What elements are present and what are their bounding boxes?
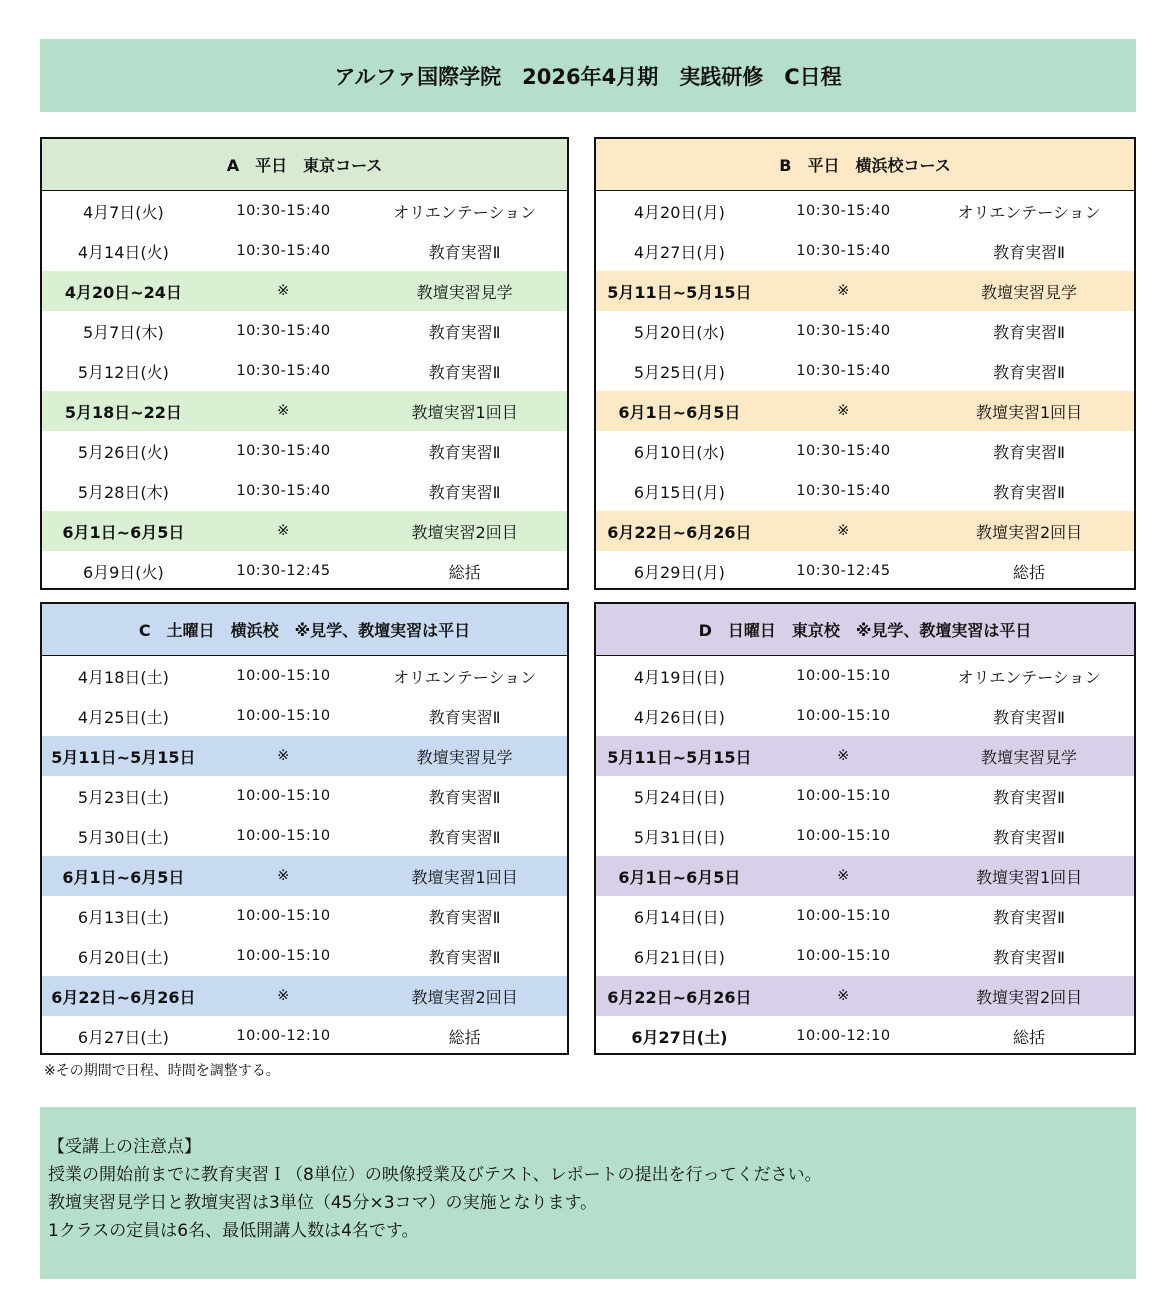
row-date: 6月9日(火) — [82, 562, 164, 582]
schedule-row — [596, 736, 1134, 776]
row-time: 10:00-15:10 — [236, 908, 331, 924]
schedule-row — [596, 431, 1134, 471]
row-date: 4月14日(火) — [77, 242, 169, 262]
schedule-row — [596, 391, 1134, 431]
schedule-row — [42, 776, 567, 816]
row-date: 5月31日(日) — [633, 827, 725, 847]
row-date: 4月26日(日) — [633, 707, 725, 727]
notes-line: 1クラスの定員は6名、最低開講人数は4名です。 — [48, 1221, 419, 1241]
row-content: 教壇実習見学 — [981, 747, 1078, 767]
footnote: ※その期間で日程、時間を調整する。 — [44, 1063, 280, 1079]
row-date: 6月15日(月) — [633, 482, 725, 502]
row-content: オリエンテーション — [393, 202, 537, 222]
row-date: 4月20日(月) — [633, 202, 725, 222]
notes-line: 教壇実習見学日と教壇実習は3単位（45分×3コマ）の実施となります。 — [48, 1193, 598, 1213]
row-content: 教育実習Ⅱ — [993, 787, 1065, 807]
schedule-row — [596, 936, 1134, 976]
row-content: 教育実習Ⅱ — [993, 362, 1065, 382]
schedule-row — [42, 231, 567, 271]
row-content: 教壇実習見学 — [416, 747, 513, 767]
row-date: 5月26日(火) — [77, 442, 169, 462]
row-time: 10:30-15:40 — [796, 483, 891, 499]
row-content: 教育実習Ⅱ — [993, 442, 1065, 462]
row-time: ※ — [837, 868, 850, 884]
row-time: ※ — [277, 868, 290, 884]
notes-line: 授業の開始前までに教育実習Ｉ（8単位）の映像授業及びテスト、レポートの提出を行ってください。 — [48, 1165, 822, 1185]
row-time: ※ — [837, 988, 850, 1004]
row-time: 10:00-15:10 — [796, 708, 891, 724]
row-date: 6月13日(土) — [77, 907, 169, 927]
schedule-row — [596, 191, 1134, 231]
row-date: 5月11日~5月15日 — [607, 747, 752, 767]
row-time: 10:30-15:40 — [236, 323, 331, 339]
row-content: 教育実習Ⅱ — [993, 707, 1065, 727]
row-date: 6月1日~6月5日 — [62, 867, 185, 887]
row-time: 10:30-15:40 — [236, 483, 331, 499]
row-content: 教育実習Ⅱ — [428, 362, 501, 382]
row-date: 5月11日~5月15日 — [607, 282, 752, 302]
row-time: 10:30-15:40 — [236, 243, 331, 259]
row-date: 4月20日~24日 — [64, 282, 182, 302]
row-date: 6月27日(土) — [631, 1027, 728, 1047]
row-date: 5月25日(月) — [633, 362, 725, 382]
row-time: 10:00-15:10 — [236, 788, 331, 804]
schedule-row — [42, 976, 567, 1016]
schedule-row — [596, 351, 1134, 391]
panel-header: B 平日 横浜校コース — [596, 139, 1134, 191]
row-date: 4月27日(月) — [633, 242, 725, 262]
schedule-row — [596, 776, 1134, 816]
row-content: 教育実習Ⅱ — [428, 907, 501, 927]
row-content: 教育実習Ⅱ — [428, 242, 501, 262]
row-time: 10:30-15:40 — [236, 203, 331, 219]
row-time: 10:00-15:10 — [236, 668, 331, 684]
row-time: 10:30-15:40 — [796, 323, 891, 339]
schedule-row — [596, 1016, 1134, 1056]
panel-header: C 土曜日 横浜校 ※見学、教壇実習は平日 — [42, 604, 567, 656]
row-date: 6月14日(日) — [633, 907, 725, 927]
row-content: 教壇実習1回目 — [411, 867, 518, 887]
schedule-row — [596, 656, 1134, 696]
row-content: 教育実習Ⅱ — [993, 322, 1065, 342]
row-time: ※ — [837, 523, 850, 539]
schedule-row — [42, 1016, 567, 1056]
row-time: 10:30-15:40 — [796, 203, 891, 219]
row-time: 10:30-12:45 — [236, 563, 331, 579]
schedule-row — [42, 551, 567, 591]
schedule-row — [42, 431, 567, 471]
schedule-row — [596, 511, 1134, 551]
row-time: ※ — [277, 748, 290, 764]
row-date: 6月22日~6月26日 — [607, 522, 752, 542]
schedule-row — [596, 696, 1134, 736]
row-content: 教壇実習2回目 — [975, 522, 1083, 542]
row-date: 5月18日~22日 — [64, 402, 182, 422]
row-time: 10:30-15:40 — [796, 363, 891, 379]
row-content: 教壇実習1回目 — [975, 402, 1083, 422]
row-time: 10:00-12:10 — [796, 1028, 891, 1044]
row-content: 総括 — [1013, 1027, 1046, 1047]
row-content: 教壇実習2回目 — [411, 987, 518, 1007]
row-date: 4月18日(土) — [77, 667, 169, 687]
row-date: 5月30日(土) — [77, 827, 169, 847]
row-content: 総括 — [1013, 562, 1046, 582]
row-time: 10:00-15:10 — [796, 788, 891, 804]
row-content: 教壇実習見学 — [416, 282, 513, 302]
schedule-row — [596, 816, 1134, 856]
row-date: 5月12日(火) — [77, 362, 169, 382]
schedule-row — [42, 351, 567, 391]
row-date: 6月1日~6月5日 — [618, 867, 741, 887]
row-date: 5月11日~5月15日 — [51, 747, 196, 767]
row-time: ※ — [837, 748, 850, 764]
row-date: 6月1日~6月5日 — [62, 522, 185, 542]
row-time: ※ — [277, 988, 290, 1004]
row-time: 10:30-15:40 — [236, 363, 331, 379]
row-content: 教壇実習1回目 — [411, 402, 518, 422]
schedule-row — [42, 271, 567, 311]
schedule-panel-d — [594, 602, 1136, 1055]
row-time: 10:00-15:10 — [796, 948, 891, 964]
schedule-row — [596, 896, 1134, 936]
schedule-rows — [596, 656, 1134, 1056]
row-date: 4月25日(土) — [77, 707, 169, 727]
row-content: 教育実習Ⅱ — [428, 482, 501, 502]
row-time: 10:00-15:10 — [236, 948, 331, 964]
row-content: オリエンテーション — [957, 202, 1101, 222]
schedule-row — [42, 391, 567, 431]
row-content: 教壇実習2回目 — [411, 522, 518, 542]
row-content: 教壇実習2回目 — [975, 987, 1083, 1007]
schedule-row — [42, 816, 567, 856]
row-content: 教育実習Ⅱ — [428, 442, 501, 462]
schedule-row — [42, 696, 567, 736]
schedule-row — [42, 656, 567, 696]
notes-box — [40, 1107, 1136, 1279]
row-content: 教育実習Ⅱ — [428, 787, 501, 807]
schedule-row — [596, 856, 1134, 896]
row-date: 5月28日(木) — [77, 482, 169, 502]
row-time: ※ — [277, 403, 290, 419]
row-time: ※ — [277, 523, 290, 539]
row-content: 教育実習Ⅱ — [428, 322, 501, 342]
schedule-rows — [42, 656, 567, 1056]
row-date: 6月22日~6月26日 — [607, 987, 752, 1007]
schedule-panel-a — [40, 137, 569, 590]
page-title: アルファ国際学院 2026年4月期 実践研修 C日程 — [40, 39, 1136, 112]
row-date: 5月20日(水) — [633, 322, 725, 342]
schedule-row — [596, 231, 1134, 271]
row-date: 5月7日(木) — [82, 322, 164, 342]
row-content: 教育実習Ⅱ — [993, 827, 1065, 847]
row-content: 教育実習Ⅱ — [428, 707, 501, 727]
row-date: 6月21日(日) — [633, 947, 725, 967]
row-date: 6月27日(土) — [77, 1027, 169, 1047]
row-content: 教育実習Ⅱ — [428, 947, 501, 967]
row-time: 10:30-12:45 — [796, 563, 891, 579]
schedule-row — [596, 976, 1134, 1016]
row-time: ※ — [277, 283, 290, 299]
schedule-row — [42, 511, 567, 551]
row-content: 総括 — [448, 562, 481, 582]
row-time: 10:30-15:40 — [796, 243, 891, 259]
row-time: 10:00-15:10 — [796, 828, 891, 844]
row-time: 10:00-15:10 — [236, 828, 331, 844]
schedule-row — [596, 471, 1134, 511]
schedule-row — [42, 311, 567, 351]
row-date: 6月20日(土) — [77, 947, 169, 967]
row-date: 6月10日(水) — [633, 442, 725, 462]
row-date: 5月24日(日) — [633, 787, 725, 807]
row-date: 6月1日~6月5日 — [618, 402, 741, 422]
row-content: 総括 — [448, 1027, 481, 1047]
row-time: ※ — [837, 283, 850, 299]
notes-heading: 【受講上の注意点】 — [48, 1137, 201, 1157]
schedule-rows — [596, 191, 1134, 591]
row-time: 10:30-15:40 — [236, 443, 331, 459]
schedule-panel-b — [594, 137, 1136, 590]
schedule-row — [42, 191, 567, 231]
schedule-row — [596, 271, 1134, 311]
row-date: 4月19日(日) — [633, 667, 725, 687]
schedule-row — [42, 471, 567, 511]
schedule-row — [42, 856, 567, 896]
schedule-row — [596, 311, 1134, 351]
row-content: 教育実習Ⅱ — [993, 947, 1065, 967]
schedule-rows — [42, 191, 567, 591]
row-content: 教壇実習1回目 — [975, 867, 1083, 887]
row-date: 4月7日(火) — [82, 202, 164, 222]
row-date: 6月29日(月) — [633, 562, 725, 582]
row-content: 教育実習Ⅱ — [993, 482, 1065, 502]
row-date: 5月23日(土) — [77, 787, 169, 807]
panel-header: A 平日 東京コース — [42, 139, 567, 191]
row-content: オリエンテーション — [393, 667, 537, 687]
row-time: 10:30-15:40 — [796, 443, 891, 459]
row-time: 10:00-15:10 — [796, 908, 891, 924]
row-time: 10:00-12:10 — [236, 1028, 331, 1044]
row-content: 教育実習Ⅱ — [993, 907, 1065, 927]
row-time: 10:00-15:10 — [796, 668, 891, 684]
row-content: 教育実習Ⅱ — [993, 242, 1065, 262]
row-date: 6月22日~6月26日 — [51, 987, 196, 1007]
schedule-row — [42, 736, 567, 776]
schedule-row — [42, 896, 567, 936]
schedule-row — [596, 551, 1134, 591]
row-time: ※ — [837, 403, 850, 419]
row-content: オリエンテーション — [957, 667, 1101, 687]
row-time: 10:00-15:10 — [236, 708, 331, 724]
row-content: 教壇実習見学 — [981, 282, 1078, 302]
row-content: 教育実習Ⅱ — [428, 827, 501, 847]
panel-header: D 日曜日 東京校 ※見学、教壇実習は平日 — [596, 604, 1134, 656]
schedule-panel-c — [40, 602, 569, 1055]
schedule-row — [42, 936, 567, 976]
